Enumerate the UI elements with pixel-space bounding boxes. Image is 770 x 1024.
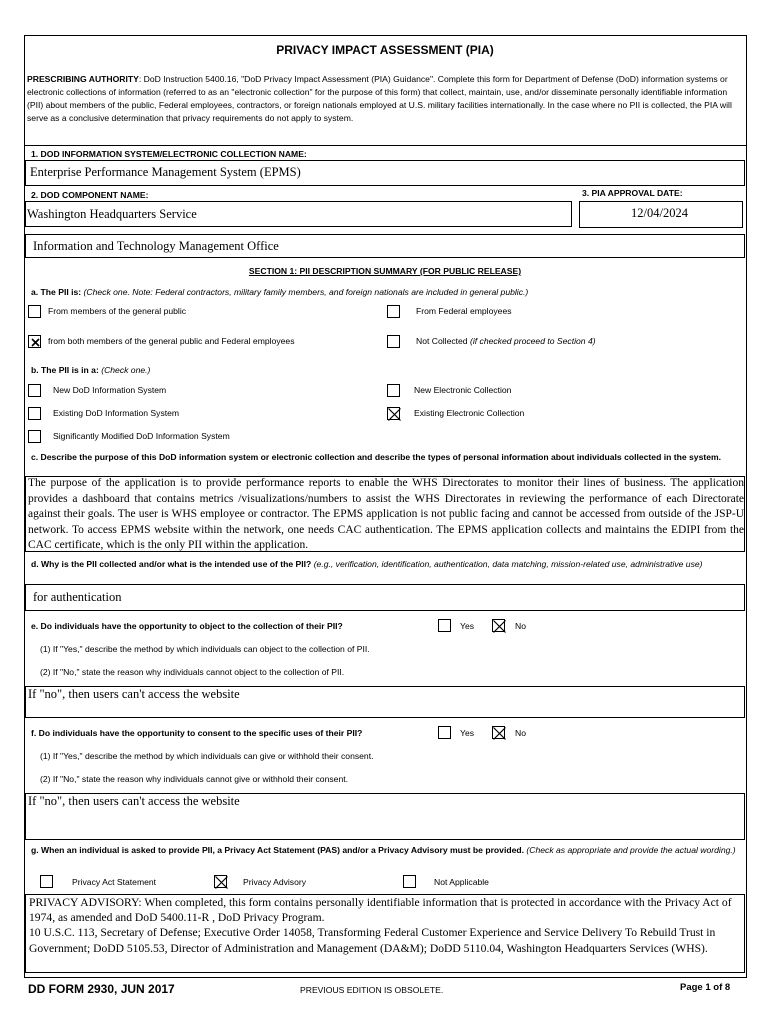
checkbox-privacy-advisory[interactable] [214,875,227,888]
checkbox-significantly-modified[interactable] [28,430,41,443]
qa-hint: (Check one. Note: Federal contractors, military family members, and foreign nationals are included in general public.) [83,287,529,297]
q3-label: 3. PIA APPROVAL DATE: [582,188,683,198]
section1-title: SECTION 1: PII DESCRIPTION SUMMARY (FOR PUBLIC RELEASE) [248,266,522,276]
system-name-value: Enterprise Performance Management System (EPMS) [30,165,301,179]
checkbox-object-no[interactable] [492,619,505,632]
checkbox-privacy-act-statement[interactable] [40,875,53,888]
qd-question [31,558,741,570]
qe-sub2: (2) If "No," state the reason why individuals cannot object to the collection of PII. [40,667,345,677]
form-id: DD FORM 2930, JUN 2017 [28,982,175,996]
checkbox-not-applicable[interactable] [403,875,416,888]
qg-label: g. When an individual is asked to provide PII, a Privacy Act Statement (PAS) and/or a Privacy Advisory must be provided. [31,845,524,855]
authority-text: : DoD Instruction 5400.16, "DoD Privacy Impact Assessment (PIA) Guidance". Complete this form for Department of Defense (DoD) information systems or electronic collections of information (referred to as an "electronic collection" for the purpose of this form) that collect, maintain, use, and/or disseminate personally identifiable information (PII) about members of the public, Federal employees, contractors, or foreign nationals employed at U.S. military facilities internationally. In the case where no PII is collected, the PIA will serve as a conclusive determination that privacy requirements do not apply to system. [27,74,732,123]
authority-label: PRESCRIBING AUTHORITY [27,74,139,84]
privacy-wording [29,895,742,956]
checkbox-object-yes[interactable] [438,619,451,632]
checkbox-new-electronic-collection[interactable] [387,384,400,397]
qc-label: c. Describe the purpose of this DoD information system or electronic collection and describe the types of personal information about individuals collected in the system. [31,452,722,462]
option-not-applicable: Not Applicable [434,877,489,887]
qg-hint: (Check as appropriate and provide the actual wording.) [526,845,736,855]
consent-yes-label: Yes [460,728,475,738]
qd-label: d. Why is the PII collected and/or what is the intended use of the PII? [31,559,312,569]
x-mark-icon [29,336,42,349]
x-mark-icon [493,620,506,633]
option-not-collected-label: Not Collected [416,336,468,346]
object-no-label: No [515,621,526,631]
x-mark-icon [215,876,228,889]
obsolete-notice: PREVIOUS EDITION IS OBSOLETE. [300,985,444,995]
checkbox-new-dod-system[interactable] [28,384,41,397]
checkbox-existing-electronic-collection[interactable] [387,407,400,420]
option-significantly-modified: Significantly Modified DoD Information System [53,431,230,441]
qf-label: f. Do individuals have the opportunity to consent to the specific uses of their PII? [31,728,363,738]
qd-hint: (e.g., verification, identification, authentication, data matching, mission-related use, administrative use) [313,559,703,569]
qf-sub1: (1) If "Yes," describe the method by which individuals can give or withhold their consent. [40,751,374,761]
consent-reason-value: If "no", then users can't access the website [28,794,240,808]
option-privacy-act-statement: Privacy Act Statement [72,877,157,887]
page-number: Page 1 of 8 [680,982,731,993]
prescribing-authority [27,73,743,125]
checkbox-not-collected[interactable] [387,335,400,348]
q1-label: 1. DOD INFORMATION SYSTEM/ELECTRONIC COLLECTION NAME: [31,149,307,159]
option-existing-dod-system: Existing DoD Information System [53,408,180,418]
option-federal-employees: From Federal employees [416,306,512,316]
option-privacy-advisory: Privacy Advisory [243,877,307,887]
form-title: PRIVACY IMPACT ASSESSMENT (PIA) [276,43,494,57]
intended-use-value: for authentication [33,590,122,604]
qa-question [31,286,528,299]
checkbox-both-public-and-federal[interactable] [28,335,41,348]
qa-label: a. The PII is: [31,287,82,297]
option-new-dod-system: New DoD Information System [53,385,167,395]
checkbox-consent-yes[interactable] [438,726,451,739]
qe-label: e. Do individuals have the opportunity to object to the collection of their PII? [31,621,343,631]
object-reason-value: If "no", then users can't access the website [28,687,240,701]
qf-sub2: (2) If "No," state the reason why individuals cannot give or withhold their consent. [40,774,348,784]
object-yes-label: Yes [460,621,475,631]
qb-question [31,364,150,377]
option-not-collected [416,336,596,346]
qe-sub1: (1) If "Yes," describe the method by which individuals can object to the collection of PII. [40,644,370,654]
x-mark-icon [493,727,506,740]
not-collected-hint: (if checked proceed to Section 4) [469,336,596,346]
option-new-electronic-collection: New Electronic Collection [414,385,512,395]
component-name-value: Washington Headquarters Service [27,207,197,221]
qb-hint: (Check one.) [101,365,151,375]
option-both-public-and-federal: from both members of the general public and Federal employees [48,336,295,346]
privacy-wording-p1: PRIVACY ADVISORY: When completed, this form contains personally identifiable information that is protected in accordance with the Privacy Act of 1974, as amended and DoD 5400.11-R , DoD Privacy Program. [29,896,732,925]
q2-label: 2. DOD COMPONENT NAME: [31,190,149,200]
intended-use-field[interactable] [25,584,745,611]
checkbox-consent-no[interactable] [492,726,505,739]
component-subname-value: Information and Technology Management Office [33,239,279,253]
purpose-value: The purpose of the application is to provide performance reports to enable the WHS Directorates to monitor their lines of business. The application provides a dashboard that contains metrics /visualizations/numbers to assist the WHS Directorates in reviewing the performance of each Directorate against their goals. The user is WHS employee or contractor. The EPMS application is not public facing and cannot be accessed from outside of the JSP-U network. To access EPMS website within the network, one needs CAC authentication. The EPMS application collects and maintains the EDIPI from the CAC certificate, which is the only PII within the application. [28,477,744,551]
qg-question [31,844,743,856]
consent-no-label: No [515,728,526,738]
qb-label: b. The PII is in a: [31,365,99,375]
checkbox-general-public[interactable] [28,305,41,318]
checkbox-existing-dod-system[interactable] [28,407,41,420]
checkbox-federal-employees[interactable] [387,305,400,318]
privacy-wording-p2: 10 U.S.C. 113, Secretary of Defense; Executive Order 14058, Transforming Federal Customer Experience and Service Delivery To Rebuild Trust in Government; DoDD 5105.53, Director of Administration and Management (DA&M); DoDD 5110.04, Washington Headquarters Services (WHS). [29,926,716,955]
option-general-public: From members of the general public [48,306,187,316]
approval-date-value: 12/04/2024 [631,206,688,220]
option-existing-electronic-collection: Existing Electronic Collection [414,408,525,418]
x-mark-icon [388,408,401,421]
